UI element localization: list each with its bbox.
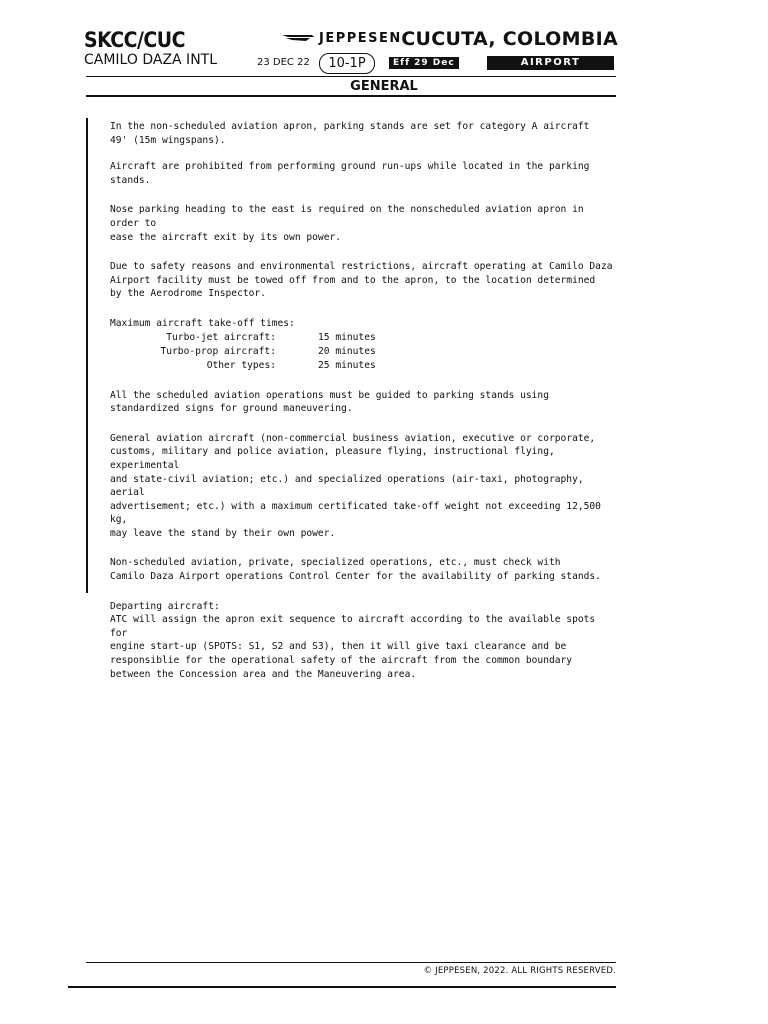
aircraft-type-label: Turbo-prop aircraft: (160, 345, 276, 357)
takeoff-time-row (110, 345, 616, 359)
paragraph: General aviation aircraft (non-commercial business aviation, executive or corporate, customs, military and police aviation, pleasure flying, instructional flying, experimental and state-civil aviation; etc.) and specialized operations (air-taxi, photography, aerial advertisement; etc.) with a maximum certificated take-off weight not exceeding 12,500 kg, may leave the stand by their own power. (110, 432, 601, 539)
chart-number: 10-1P (319, 53, 375, 74)
city-name: CUCUTA, COLOMBIA (401, 28, 618, 50)
paragraph: Due to safety reasons and environmental restrictions, aircraft operating at Camilo Daza Airport facility must be towed off from and to the apron, to the location determined by the Aerodrome Inspector. (110, 261, 613, 300)
aircraft-type-label: Turbo-jet aircraft: (166, 331, 276, 343)
section-title: GENERAL (350, 79, 418, 94)
takeoff-time-value: 25 minutes (318, 359, 376, 371)
takeoff-time-row (110, 331, 616, 345)
aircraft-type-label: Other types: (206, 359, 276, 371)
footer-rule (86, 962, 616, 963)
paragraph: Departing aircraft: ATC will assign the apron exit sequence to aircraft according to the available spots for engine start-up (SPOTS: S1, S2 and S3), then it will give taxi clearance and be responsiblie for the operational safety of the aircraft from the common boundary between the Concession area and the Maneuvering area. (110, 600, 596, 680)
header-rule (86, 76, 616, 77)
jeppesen-logo-icon (282, 32, 314, 44)
airport-briefing-badge: AIRPORT (487, 56, 614, 70)
takeoff-times-heading: Maximum aircraft take-off times: (110, 317, 295, 329)
brand-name: JEPPESEN (319, 30, 402, 46)
airport-name: CAMILO DAZA INTL (84, 52, 218, 68)
change-bar (86, 118, 88, 593)
takeoff-times-table (110, 331, 616, 373)
takeoff-time-value: 15 minutes (318, 331, 376, 343)
page-bottom-rule (68, 986, 616, 988)
briefing-content (110, 120, 616, 694)
paragraph: Non-scheduled aviation, private, specialized operations, etc., must check with Camilo Daza Airport operations Control Center for the availability of parking stands. (110, 557, 601, 583)
chart-date: 23 DEC 22 (257, 57, 310, 68)
paragraph: Nose parking heading to the east is required on the nonscheduled aviation apron in order to ease the aircraft exit by its own power. (110, 204, 584, 243)
effective-date-badge: Eff 29 Dec (389, 57, 459, 69)
takeoff-time-row (110, 359, 616, 373)
paragraph: Aircraft are prohibited from performing ground run-ups while located in the parking stands. (110, 161, 590, 186)
copyright: © JEPPESEN, 2022. ALL RIGHTS RESERVED. (423, 966, 616, 976)
paragraph: All the scheduled aviation operations must be guided to parking stands using standardized signs for ground maneuvering. (110, 389, 549, 415)
section-rule (86, 95, 616, 97)
takeoff-time-value: 20 minutes (318, 345, 376, 357)
paragraph: In the non-scheduled aviation apron, parking stands are set for category A aircraft 49' (15m wingspans). (110, 121, 590, 146)
airport-code: SKCC/CUC (84, 28, 185, 52)
brand (282, 30, 402, 46)
